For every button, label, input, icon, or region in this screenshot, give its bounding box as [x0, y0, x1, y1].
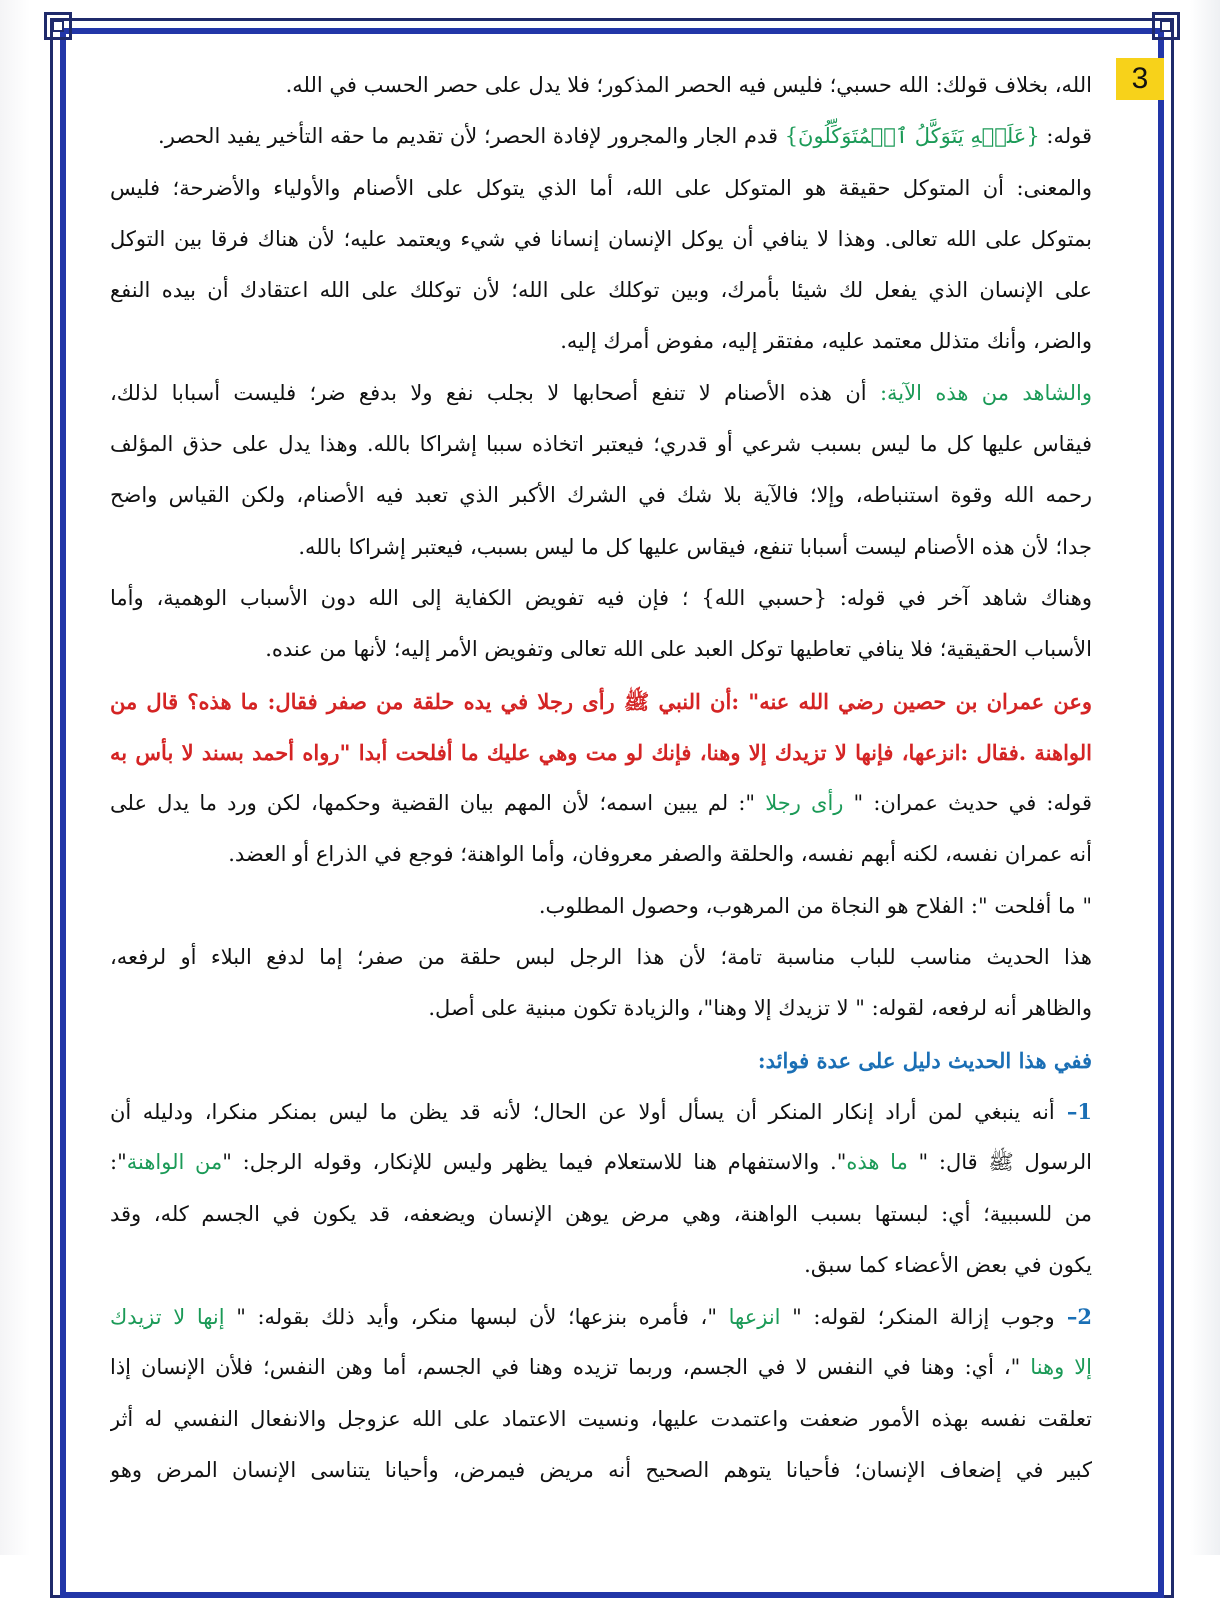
text-span: والضر، وأنك متذلل معتمد عليه، مفتقر إليه، مفوض أمرك إليه. [560, 329, 1092, 354]
text-span: "، أي: وهنا في النفس لا في الجسم، وربما تزيده وهنا في الجسم، أما وهن النفس؛ فلأن الإنسان إذا [110, 1355, 1031, 1380]
text-span: الأسباب الحقيقية؛ فلا ينافي تعاطيها توكل العبد على الله تعالى وتفويض الأمر إليه؛ لأنها من عنده. [265, 637, 1092, 662]
document-body [110, 60, 1092, 1496]
text-span: فيقاس عليها كل ما ليس بسبب شرعي أو قدري؛ فيعتبر اتخاذه سببا إشراكا بالله. وهذا يدل على حذق المؤلف [110, 432, 1092, 457]
text-span: قوله: في حديث عمران: " [843, 791, 1092, 816]
text-span: {عَلَيۡهِ يَتَوَكَّلُ ٱلۡمُتَوَكِّلُونَ} [784, 124, 1040, 149]
text-span: والمعنى: أن المتوكل حقيقة هو المتوكل على الله، أما الذي يتوكل على الأصنام والأولياء والأضرحة؛ فليس [110, 175, 1092, 200]
page-number-badge: 3 [1116, 58, 1164, 100]
text-span: ففي هذا الحديث دليل على عدة فوائد: [757, 1047, 1092, 1073]
text-span: بمتوكل على الله تعالى. وهذا لا ينافي أن يوكل الإنسان إنسانا في شيء ويعتمد عليه؛ لأن هناك فرقا بين التوكل [110, 226, 1092, 251]
text-span: ": لم يبين اسمه؛ لأن المهم بيان القضية وحكمها، لكن ورد ما يدل على [110, 791, 766, 816]
text-span: ". والاستفهام هنا للاستعلام فيما يظهر وليس للإنكار، وقوله الرجل: " [222, 1150, 847, 1175]
text-line [110, 1342, 1092, 1393]
text-span: من للسببية؛ أي: لبستها بسبب الواهنة، وهي مرض يوهن الإنسان ويضعفه، قد يكون في الجسم كله، وقد [110, 1201, 1092, 1226]
text-line [110, 778, 1092, 829]
text-span: على الإنسان الذي يفعل لك شيئا بأمرك، وبين توكلك على الله؛ لأن توكلك على الله اعتقادك أن بيده النفع [110, 278, 1092, 303]
text-line [110, 214, 1092, 265]
text-span: 1– [1054, 1098, 1092, 1124]
text-span: أن هذه الأصنام لا تنفع أصحابها لا بجلب نفع ولا بدفع ضر؛ فليست أسبابا لذلك، [110, 380, 867, 405]
text-span: 2– [1054, 1304, 1092, 1330]
text-line [110, 1137, 1092, 1188]
text-line [110, 983, 1092, 1034]
text-line [110, 1291, 1092, 1342]
text-line [110, 1189, 1092, 1240]
text-span: رحمه الله وقوة استنباطه، وإلا؛ فالآية بلا شك في الشرك الأكبر الذي تعبد فيه الأصنام، ولكن القياس واضح [110, 483, 1092, 508]
text-span: "، فأمره بنزعها؛ لأن لبسها منكر، وأيد ذلك بقوله: " [224, 1305, 729, 1330]
text-span: هذا الحديث مناسب للباب مناسبة تامة؛ لأن هذا الرجل لبس حلقة من صفر؛ إما لدفع البلاء أو لرفعه، [110, 945, 1092, 970]
text-line [110, 573, 1092, 624]
text-span: أنه ينبغي لمن أراد إنكار المنكر أن يسأل أولا عن الحال؛ لأنه قد يظن ما ليس بمنكر منكرا، ودليله أن [110, 1099, 1055, 1124]
text-line [110, 1445, 1092, 1496]
text-span: قوله: [1039, 124, 1092, 149]
text-line [110, 624, 1092, 675]
text-line [110, 1086, 1092, 1137]
text-span: ما هذه [846, 1150, 908, 1175]
text-span: وجوب إزالة المنكر؛ لقوله: " [780, 1305, 1055, 1330]
text-span: الرسول ﷺ قال: " [907, 1150, 1092, 1175]
text-line [110, 829, 1092, 880]
text-line [110, 522, 1092, 573]
text-line [110, 265, 1092, 316]
text-line [110, 419, 1092, 470]
text-line [110, 676, 1092, 727]
text-span: جدا؛ لأن هذه الأصنام ليست أسبابا تنفع، فيقاس عليها كل ما ليس بسبب، فيعتبر إشراكا بالله. [298, 534, 1092, 559]
text-span: إنها لا تزيدك [110, 1305, 225, 1330]
text-span: ": [110, 1150, 127, 1175]
text-line [110, 368, 1092, 419]
corner-square-right [1160, 20, 1172, 32]
text-span: من الواهنة [126, 1150, 223, 1175]
text-span: وعن عمران بن حصين رضي الله عنه" :أن النبي ﷺ رأى رجلا في يده حلقة من صفر فقال: ما هذه؟ قال من [110, 688, 1092, 714]
corner-square-left [52, 20, 64, 32]
text-span: الواهنة .فقال :انزعها، فإنها لا تزيدك إلا وهنا، فإنك لو مت وهي عليك ما أفلحت أبدا "رواه أحمد بسند لا بأس به [110, 739, 1092, 765]
text-line [110, 1394, 1092, 1445]
text-line [110, 1240, 1092, 1291]
text-line [110, 932, 1092, 983]
text-span: يكون في بعض الأعضاء كما سبق. [804, 1252, 1092, 1277]
text-span: الله، بخلاف قولك: الله حسبي؛ فليس فيه الحصر المذكور؛ فلا يدل على حصر الحسب في الله. [285, 73, 1092, 97]
text-span: تعلقت نفسه بهذه الأمور ضعفت واعتمدت عليها، ونسيت الاعتماد على الله عزوجل والانفعال النفسي له أثر [110, 1406, 1092, 1431]
text-line [110, 727, 1092, 778]
text-span: " ما أفلحت ": الفلاح هو النجاة من المرهوب، وحصول المطلوب. [538, 893, 1092, 918]
text-line [110, 470, 1092, 521]
text-span: انزعها [728, 1305, 781, 1330]
text-span: إلا وهنا [1030, 1355, 1092, 1380]
text-line [110, 1035, 1092, 1086]
text-span: قدم الجار والمجرور لإفادة الحصر؛ لأن تقديم ما حقه التأخير يفيد الحصر. [158, 124, 785, 149]
text-line [110, 881, 1092, 932]
text-line [110, 163, 1092, 214]
text-span: والظاهر أنه لرفعه، لقوله: " لا تزيدك إلا وهنا"، والزيادة تكون مبنية على أصل. [428, 996, 1092, 1021]
text-line [110, 316, 1092, 367]
text-span: والشاهد من هذه الآية: [866, 380, 1092, 405]
text-line [110, 60, 1092, 111]
text-span: كبير في إضعاف الإنسان؛ فأحيانا يتوهم الصحيح أنه مريض فيمرض، وأحيانا يتناسى الإنسان المرض وهو [110, 1458, 1092, 1483]
text-span: رأى رجلا [765, 791, 844, 816]
text-line [110, 111, 1092, 162]
text-span: أنه عمران نفسه، لكنه أبهم نفسه، والحلقة والصفر معروفان، وأما الواهنة؛ فوجع في الذراع أو العضد. [228, 842, 1092, 867]
text-span: وهناك شاهد آخر في قوله: {حسبي الله} ؛ فإن فيه تفويض الكفاية إلى الله دون الأسباب الوهمية، وأما [110, 585, 1092, 610]
